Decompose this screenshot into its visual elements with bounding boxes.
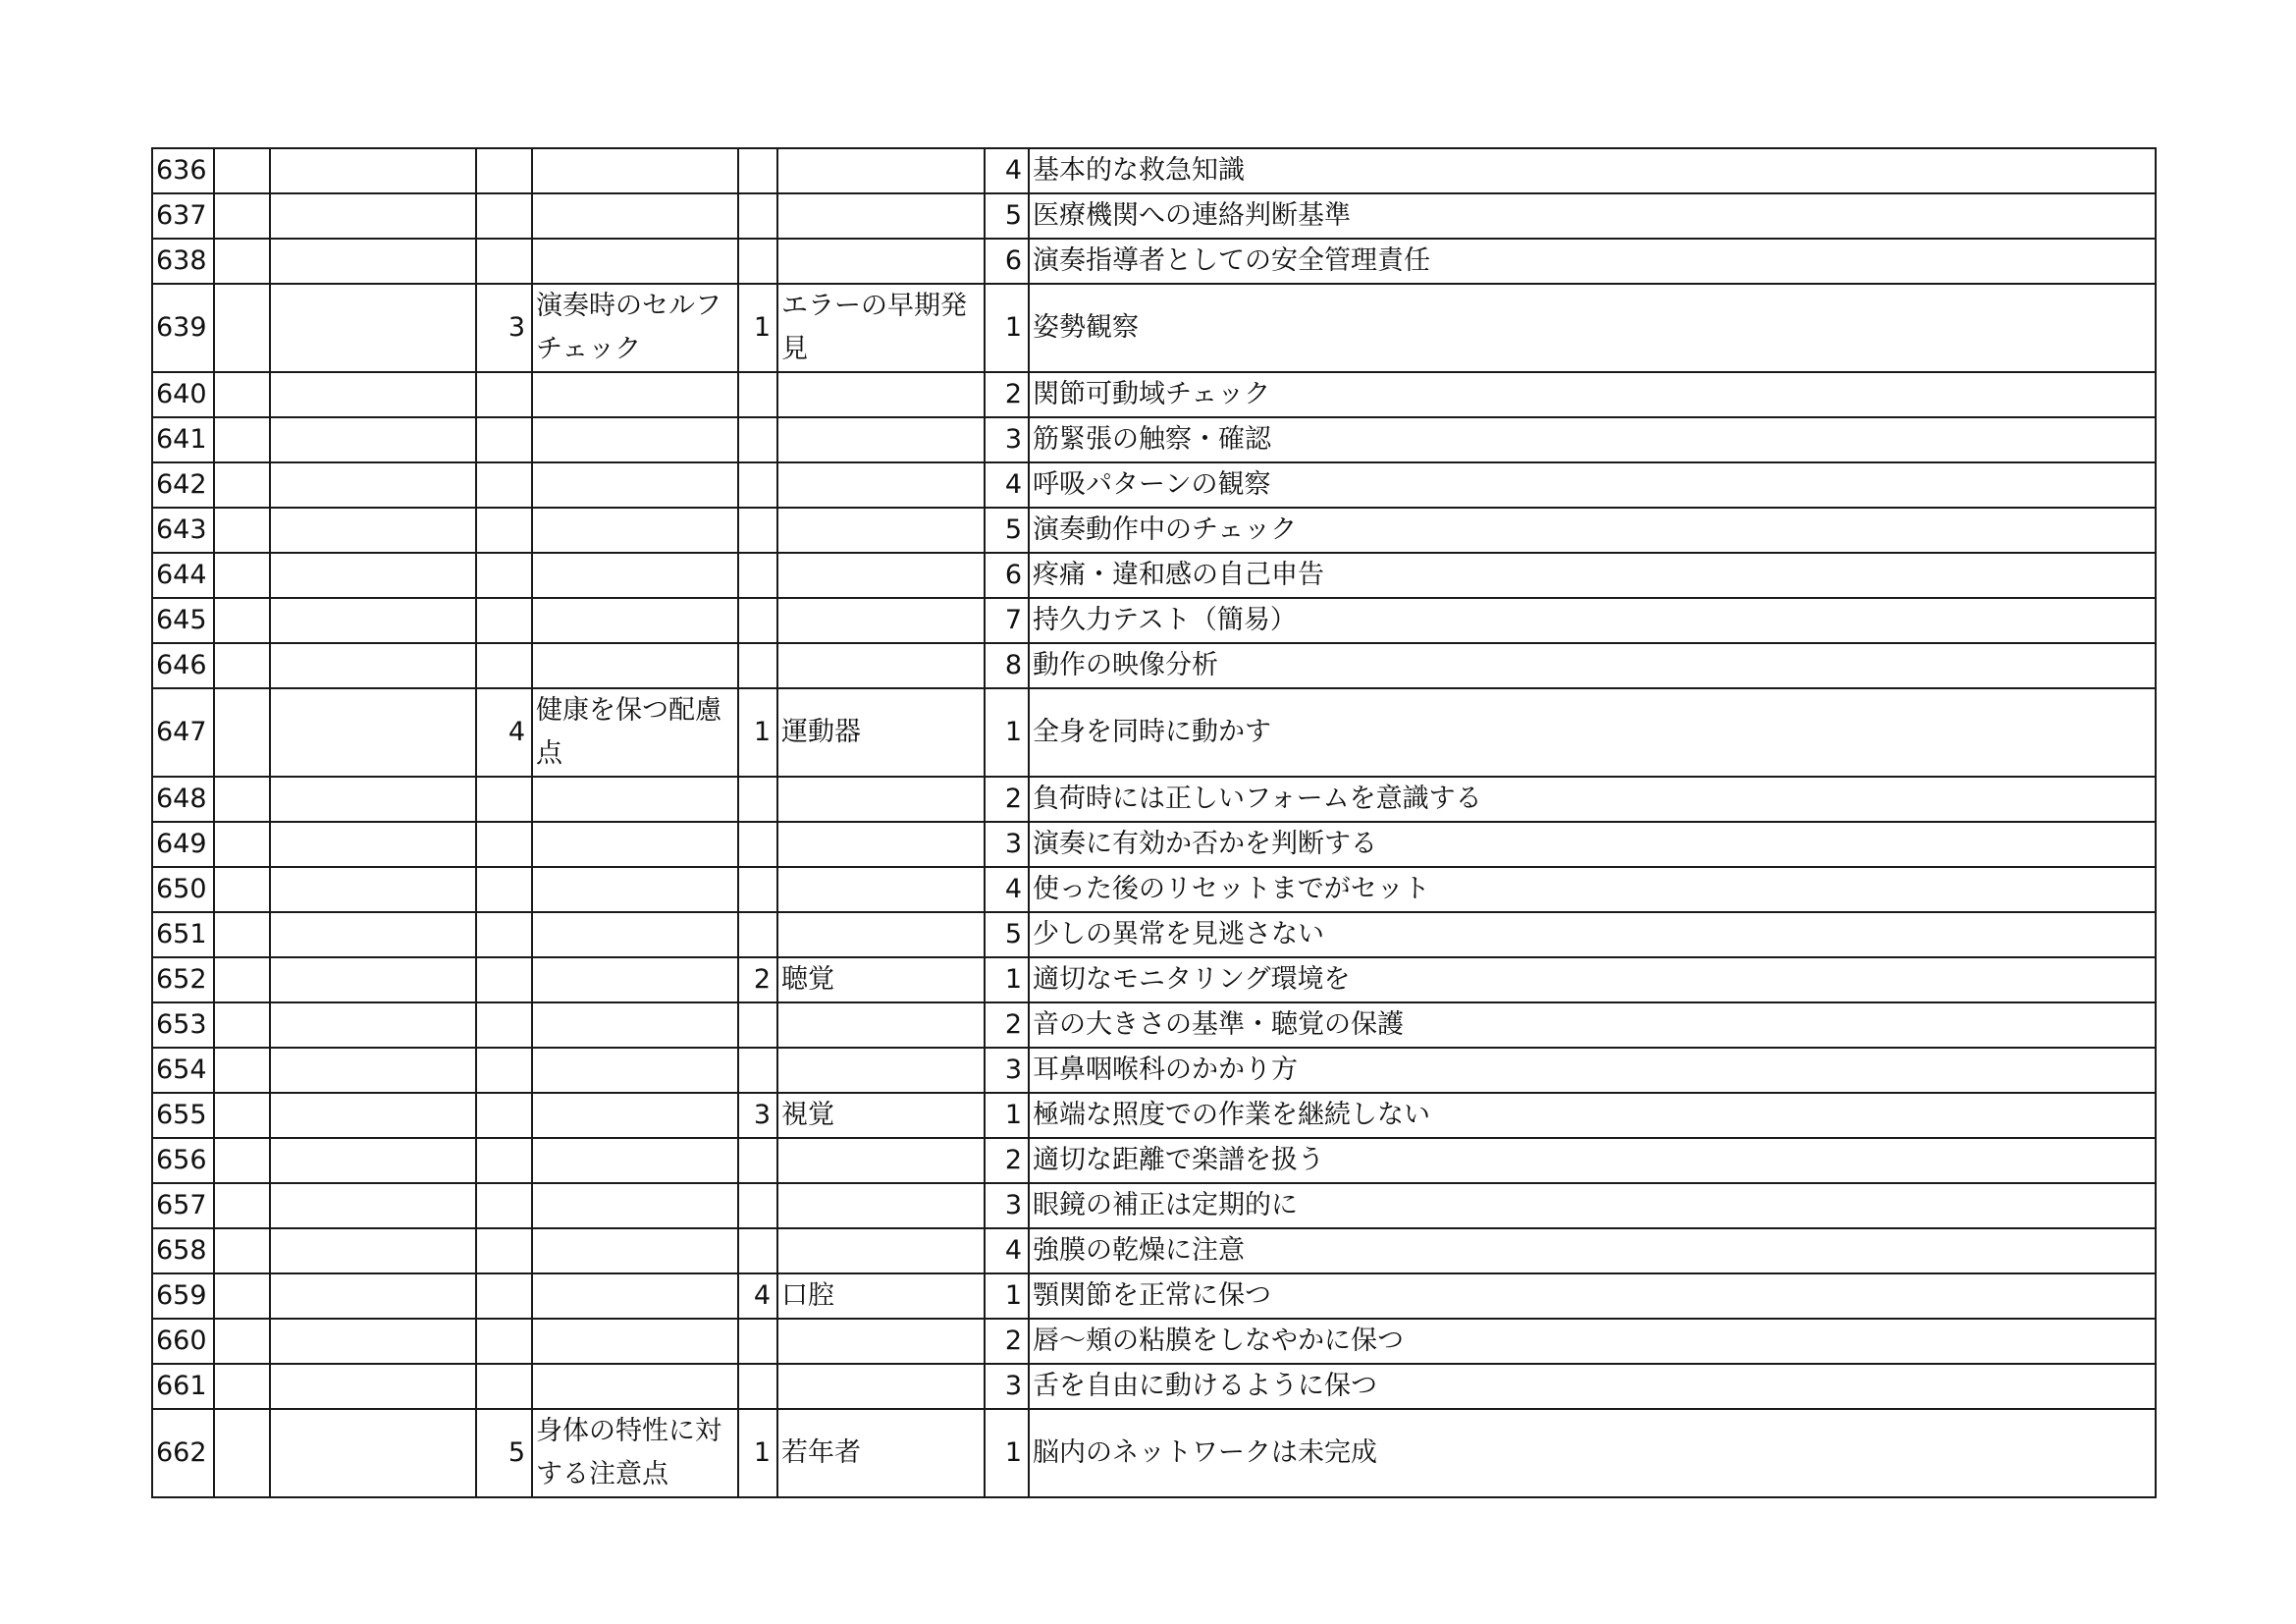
subsection-title-cell xyxy=(777,1138,985,1183)
subsection-number-cell xyxy=(738,1138,777,1183)
row-number-cell: 643 xyxy=(152,508,214,553)
item-number-cell: 6 xyxy=(985,553,1029,598)
row-number-cell: 641 xyxy=(152,417,214,462)
item-text-cell: 演奏動作中のチェック xyxy=(1029,508,2156,553)
item-text-cell: 唇～頬の粘膜をしなやかに保つ xyxy=(1029,1319,2156,1364)
item-number-cell: 3 xyxy=(985,1183,1029,1228)
subsection-number-cell xyxy=(738,1228,777,1273)
item-number-cell: 4 xyxy=(985,1228,1029,1273)
item-number-cell: 3 xyxy=(985,1364,1029,1409)
subsection-title-cell xyxy=(777,1228,985,1273)
row-number-cell: 660 xyxy=(152,1319,214,1364)
blank-cell xyxy=(270,148,476,193)
section-number-cell xyxy=(476,1364,532,1409)
item-number-cell: 2 xyxy=(985,372,1029,417)
table-row xyxy=(152,1319,2156,1364)
table-row xyxy=(152,1093,2156,1138)
blank-cell xyxy=(214,372,270,417)
row-number-cell: 636 xyxy=(152,148,214,193)
table-row xyxy=(152,598,2156,643)
table-row xyxy=(152,372,2156,417)
table-row xyxy=(152,822,2156,867)
subsection-title-cell xyxy=(777,643,985,688)
table-row xyxy=(152,1273,2156,1319)
subsection-number-cell xyxy=(738,867,777,912)
subsection-title-cell: エラーの早期発見 xyxy=(777,284,985,372)
subsection-number-cell: 1 xyxy=(738,1409,777,1497)
blank-cell xyxy=(270,688,476,777)
subsection-number-cell xyxy=(738,643,777,688)
subsection-title-cell: 運動器 xyxy=(777,688,985,777)
subsection-title-cell xyxy=(777,508,985,553)
section-number-cell: 4 xyxy=(476,688,532,777)
subsection-number-cell xyxy=(738,148,777,193)
table-row xyxy=(152,643,2156,688)
item-text-cell: 持久力テスト（簡易） xyxy=(1029,598,2156,643)
section-number-cell xyxy=(476,193,532,239)
row-number-cell: 648 xyxy=(152,777,214,822)
subsection-title-cell xyxy=(777,777,985,822)
item-text-cell: 呼吸パターンの観察 xyxy=(1029,462,2156,508)
blank-cell xyxy=(214,508,270,553)
row-number-cell: 656 xyxy=(152,1138,214,1183)
subsection-number-cell xyxy=(738,1002,777,1048)
row-number-cell: 647 xyxy=(152,688,214,777)
item-text-cell: 姿勢観察 xyxy=(1029,284,2156,372)
item-text-cell: 少しの異常を見逃さない xyxy=(1029,912,2156,957)
row-number-cell: 637 xyxy=(152,193,214,239)
row-number-cell: 651 xyxy=(152,912,214,957)
item-text-cell: 疼痛・違和感の自己申告 xyxy=(1029,553,2156,598)
section-number-cell xyxy=(476,822,532,867)
section-title-cell xyxy=(532,777,738,822)
row-number-cell: 657 xyxy=(152,1183,214,1228)
section-number-cell xyxy=(476,1048,532,1093)
item-number-cell: 1 xyxy=(985,1093,1029,1138)
item-number-cell: 1 xyxy=(985,1409,1029,1497)
section-number-cell xyxy=(476,1319,532,1364)
table-row xyxy=(152,284,2156,372)
blank-cell xyxy=(270,1002,476,1048)
table-row xyxy=(152,1228,2156,1273)
blank-cell xyxy=(270,1093,476,1138)
blank-cell xyxy=(270,372,476,417)
subsection-title-cell xyxy=(777,1364,985,1409)
blank-cell xyxy=(270,1273,476,1319)
table-row xyxy=(152,1138,2156,1183)
subsection-title-cell xyxy=(777,1048,985,1093)
section-title-cell xyxy=(532,1048,738,1093)
section-title-cell xyxy=(532,822,738,867)
item-number-cell: 1 xyxy=(985,957,1029,1002)
section-number-cell xyxy=(476,1183,532,1228)
subsection-title-cell: 若年者 xyxy=(777,1409,985,1497)
blank-cell xyxy=(270,957,476,1002)
blank-cell xyxy=(270,417,476,462)
section-title-cell xyxy=(532,598,738,643)
row-number-cell: 646 xyxy=(152,643,214,688)
section-title-cell xyxy=(532,239,738,284)
item-number-cell: 7 xyxy=(985,598,1029,643)
section-title-cell xyxy=(532,148,738,193)
section-title-cell xyxy=(532,643,738,688)
item-text-cell: 関節可動域チェック xyxy=(1029,372,2156,417)
subsection-number-cell xyxy=(738,777,777,822)
item-text-cell: 眼鏡の補正は定期的に xyxy=(1029,1183,2156,1228)
section-title-cell xyxy=(532,417,738,462)
subsection-title-cell xyxy=(777,1183,985,1228)
blank-cell xyxy=(214,957,270,1002)
blank-cell xyxy=(214,284,270,372)
blank-cell xyxy=(270,912,476,957)
item-number-cell: 1 xyxy=(985,1273,1029,1319)
row-number-cell: 644 xyxy=(152,553,214,598)
blank-cell xyxy=(214,417,270,462)
item-text-cell: 適切なモニタリング環境を xyxy=(1029,957,2156,1002)
section-title-cell xyxy=(532,553,738,598)
item-number-cell: 5 xyxy=(985,193,1029,239)
subsection-number-cell: 4 xyxy=(738,1273,777,1319)
row-number-cell: 639 xyxy=(152,284,214,372)
table-row xyxy=(152,508,2156,553)
row-number-cell: 652 xyxy=(152,957,214,1002)
subsection-number-cell xyxy=(738,1319,777,1364)
subsection-title-cell xyxy=(777,148,985,193)
section-title-cell xyxy=(532,193,738,239)
blank-cell xyxy=(214,1002,270,1048)
blank-cell xyxy=(270,284,476,372)
item-text-cell: 演奏指導者としての安全管理責任 xyxy=(1029,239,2156,284)
table-row xyxy=(152,688,2156,777)
subsection-title-cell: 視覚 xyxy=(777,1093,985,1138)
blank-cell xyxy=(270,1364,476,1409)
section-title-cell xyxy=(532,372,738,417)
table-row xyxy=(152,1002,2156,1048)
table-row xyxy=(152,1409,2156,1497)
section-number-cell xyxy=(476,553,532,598)
blank-cell xyxy=(214,1138,270,1183)
blank-cell xyxy=(270,193,476,239)
item-number-cell: 3 xyxy=(985,1048,1029,1093)
item-number-cell: 2 xyxy=(985,1002,1029,1048)
section-title-cell xyxy=(532,1319,738,1364)
section-number-cell xyxy=(476,1093,532,1138)
blank-cell xyxy=(214,688,270,777)
blank-cell xyxy=(214,1183,270,1228)
section-number-cell xyxy=(476,643,532,688)
section-number-cell xyxy=(476,912,532,957)
blank-cell xyxy=(270,1319,476,1364)
subsection-number-cell xyxy=(738,822,777,867)
item-text-cell: 使った後のリセットまでがセット xyxy=(1029,867,2156,912)
blank-cell xyxy=(214,1409,270,1497)
section-number-cell xyxy=(476,1228,532,1273)
blank-cell xyxy=(214,553,270,598)
blank-cell xyxy=(270,867,476,912)
item-text-cell: 強膜の乾燥に注意 xyxy=(1029,1228,2156,1273)
section-number-cell xyxy=(476,1138,532,1183)
curriculum-table xyxy=(151,147,2157,1498)
item-number-cell: 4 xyxy=(985,867,1029,912)
table-row xyxy=(152,553,2156,598)
blank-cell xyxy=(214,1319,270,1364)
table-row xyxy=(152,193,2156,239)
blank-cell xyxy=(214,643,270,688)
subsection-number-cell xyxy=(738,553,777,598)
item-text-cell: 医療機関への連絡判断基準 xyxy=(1029,193,2156,239)
row-number-cell: 638 xyxy=(152,239,214,284)
subsection-title-cell xyxy=(777,193,985,239)
blank-cell xyxy=(270,553,476,598)
item-number-cell: 3 xyxy=(985,822,1029,867)
item-text-cell: 顎関節を正常に保つ xyxy=(1029,1273,2156,1319)
blank-cell xyxy=(270,1138,476,1183)
section-title-cell xyxy=(532,1138,738,1183)
blank-cell xyxy=(214,867,270,912)
blank-cell xyxy=(270,1048,476,1093)
row-number-cell: 640 xyxy=(152,372,214,417)
blank-cell xyxy=(214,1093,270,1138)
item-text-cell: 負荷時には正しいフォームを意識する xyxy=(1029,777,2156,822)
blank-cell xyxy=(270,1228,476,1273)
item-text-cell: 耳鼻咽喉科のかかり方 xyxy=(1029,1048,2156,1093)
subsection-number-cell xyxy=(738,1364,777,1409)
table-row xyxy=(152,957,2156,1002)
item-number-cell: 6 xyxy=(985,239,1029,284)
table-row xyxy=(152,1364,2156,1409)
table-row xyxy=(152,462,2156,508)
blank-cell xyxy=(214,462,270,508)
table-row xyxy=(152,867,2156,912)
subsection-title-cell: 口腔 xyxy=(777,1273,985,1319)
subsection-number-cell xyxy=(738,508,777,553)
subsection-title-cell xyxy=(777,417,985,462)
section-number-cell xyxy=(476,372,532,417)
blank-cell xyxy=(214,912,270,957)
item-text-cell: 舌を自由に動けるように保つ xyxy=(1029,1364,2156,1409)
blank-cell xyxy=(214,1364,270,1409)
section-title-cell xyxy=(532,957,738,1002)
item-number-cell: 5 xyxy=(985,912,1029,957)
blank-cell xyxy=(270,239,476,284)
blank-cell xyxy=(214,1228,270,1273)
subsection-number-cell xyxy=(738,239,777,284)
item-text-cell: 筋緊張の触察・確認 xyxy=(1029,417,2156,462)
blank-cell xyxy=(270,643,476,688)
item-text-cell: 極端な照度での作業を継続しない xyxy=(1029,1093,2156,1138)
section-title-cell xyxy=(532,912,738,957)
section-title-cell xyxy=(532,867,738,912)
row-number-cell: 661 xyxy=(152,1364,214,1409)
table-row xyxy=(152,912,2156,957)
subsection-title-cell xyxy=(777,822,985,867)
section-number-cell: 3 xyxy=(476,284,532,372)
subsection-title-cell xyxy=(777,867,985,912)
blank-cell xyxy=(270,462,476,508)
section-title-cell xyxy=(532,1364,738,1409)
row-number-cell: 645 xyxy=(152,598,214,643)
subsection-title-cell xyxy=(777,462,985,508)
subsection-title-cell xyxy=(777,598,985,643)
blank-cell xyxy=(214,777,270,822)
subsection-number-cell xyxy=(738,1048,777,1093)
item-number-cell: 2 xyxy=(985,777,1029,822)
item-number-cell: 5 xyxy=(985,508,1029,553)
blank-cell xyxy=(214,598,270,643)
section-title-cell xyxy=(532,1183,738,1228)
table-row xyxy=(152,148,2156,193)
section-number-cell xyxy=(476,777,532,822)
subsection-number-cell xyxy=(738,372,777,417)
table-body xyxy=(152,148,2156,1497)
section-number-cell xyxy=(476,598,532,643)
section-number-cell: 5 xyxy=(476,1409,532,1497)
row-number-cell: 653 xyxy=(152,1002,214,1048)
table-row xyxy=(152,1048,2156,1093)
subsection-number-cell: 1 xyxy=(738,688,777,777)
row-number-cell: 659 xyxy=(152,1273,214,1319)
section-number-cell xyxy=(476,508,532,553)
subsection-title-cell xyxy=(777,1002,985,1048)
item-number-cell: 1 xyxy=(985,688,1029,777)
subsection-title-cell xyxy=(777,912,985,957)
subsection-number-cell xyxy=(738,1183,777,1228)
row-number-cell: 655 xyxy=(152,1093,214,1138)
subsection-number-cell xyxy=(738,912,777,957)
section-number-cell xyxy=(476,1273,532,1319)
section-title-cell xyxy=(532,1002,738,1048)
item-text-cell: 基本的な救急知識 xyxy=(1029,148,2156,193)
row-number-cell: 649 xyxy=(152,822,214,867)
subsection-title-cell xyxy=(777,372,985,417)
item-number-cell: 2 xyxy=(985,1138,1029,1183)
subsection-number-cell xyxy=(738,417,777,462)
blank-cell xyxy=(214,193,270,239)
blank-cell xyxy=(214,239,270,284)
section-title-cell xyxy=(532,1093,738,1138)
blank-cell xyxy=(270,598,476,643)
subsection-title-cell xyxy=(777,1319,985,1364)
blank-cell xyxy=(270,822,476,867)
item-number-cell: 4 xyxy=(985,148,1029,193)
item-text-cell: 全身を同時に動かす xyxy=(1029,688,2156,777)
section-number-cell xyxy=(476,957,532,1002)
item-number-cell: 2 xyxy=(985,1319,1029,1364)
section-title-cell xyxy=(532,462,738,508)
row-number-cell: 662 xyxy=(152,1409,214,1497)
section-number-cell xyxy=(476,462,532,508)
section-title-cell: 身体の特性に対する注意点 xyxy=(532,1409,738,1497)
subsection-number-cell: 1 xyxy=(738,284,777,372)
subsection-number-cell: 3 xyxy=(738,1093,777,1138)
row-number-cell: 642 xyxy=(152,462,214,508)
subsection-number-cell: 2 xyxy=(738,957,777,1002)
blank-cell xyxy=(270,1409,476,1497)
table-row xyxy=(152,1183,2156,1228)
section-number-cell xyxy=(476,417,532,462)
subsection-number-cell xyxy=(738,598,777,643)
subsection-number-cell xyxy=(738,462,777,508)
section-title-cell: 演奏時のセルフチェック xyxy=(532,284,738,372)
blank-cell xyxy=(214,822,270,867)
item-text-cell: 音の大きさの基準・聴覚の保護 xyxy=(1029,1002,2156,1048)
blank-cell xyxy=(214,1273,270,1319)
item-text-cell: 動作の映像分析 xyxy=(1029,643,2156,688)
section-title-cell xyxy=(532,1228,738,1273)
subsection-title-cell xyxy=(777,553,985,598)
row-number-cell: 650 xyxy=(152,867,214,912)
section-title-cell xyxy=(532,1273,738,1319)
section-title-cell: 健康を保つ配慮点 xyxy=(532,688,738,777)
blank-cell xyxy=(270,1183,476,1228)
subsection-title-cell xyxy=(777,239,985,284)
table-row xyxy=(152,239,2156,284)
subsection-title-cell: 聴覚 xyxy=(777,957,985,1002)
blank-cell xyxy=(270,777,476,822)
section-title-cell xyxy=(532,508,738,553)
section-number-cell xyxy=(476,239,532,284)
blank-cell xyxy=(214,148,270,193)
blank-cell xyxy=(214,1048,270,1093)
blank-cell xyxy=(270,508,476,553)
item-number-cell: 4 xyxy=(985,462,1029,508)
item-number-cell: 1 xyxy=(985,284,1029,372)
item-number-cell: 3 xyxy=(985,417,1029,462)
section-number-cell xyxy=(476,148,532,193)
table-row xyxy=(152,417,2156,462)
item-text-cell: 演奏に有効か否かを判断する xyxy=(1029,822,2156,867)
item-text-cell: 適切な距離で楽譜を扱う xyxy=(1029,1138,2156,1183)
subsection-number-cell xyxy=(738,193,777,239)
section-number-cell xyxy=(476,867,532,912)
item-text-cell: 脳内のネットワークは未完成 xyxy=(1029,1409,2156,1497)
section-number-cell xyxy=(476,1002,532,1048)
item-number-cell: 8 xyxy=(985,643,1029,688)
row-number-cell: 658 xyxy=(152,1228,214,1273)
table-row xyxy=(152,777,2156,822)
row-number-cell: 654 xyxy=(152,1048,214,1093)
